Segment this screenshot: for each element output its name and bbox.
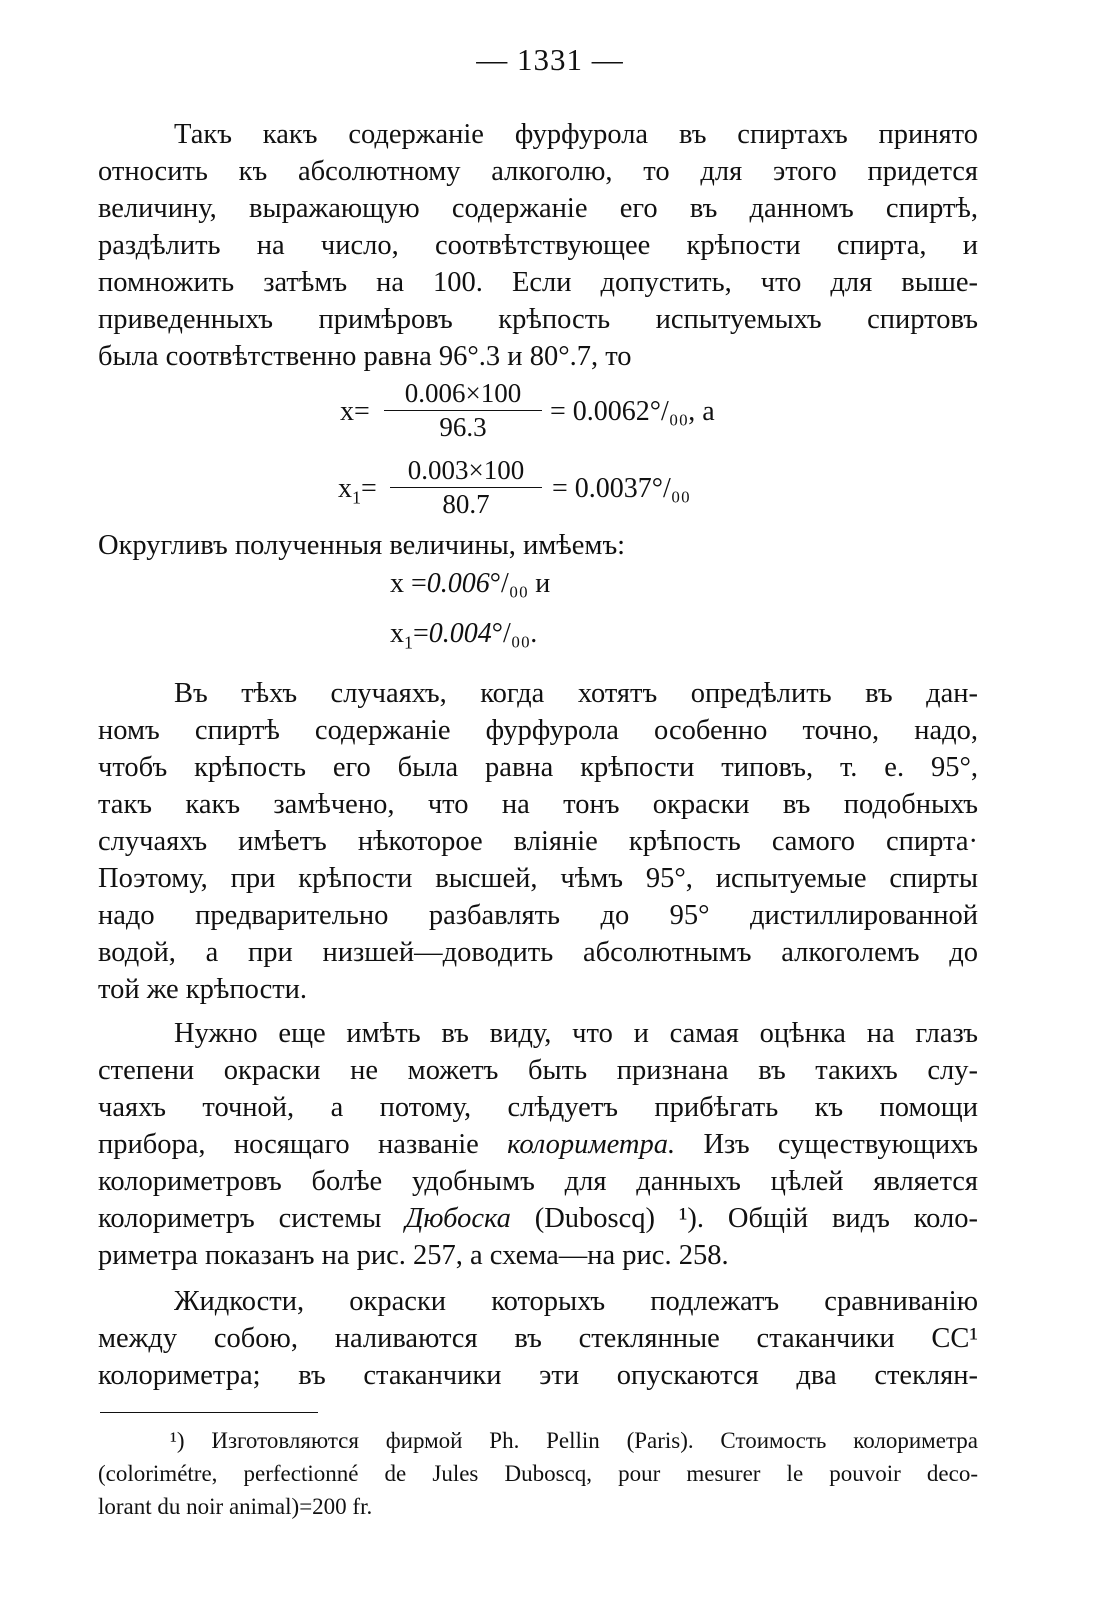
- paragraph-4: [98, 1283, 978, 1394]
- text-line: величину, выражающую содержаніе его въ данномъ спиртѣ,: [98, 193, 978, 224]
- text-line: степени окраски не можетъ быть признана въ такихъ слу-: [98, 1055, 978, 1086]
- numerator: 0.006×100: [384, 377, 542, 411]
- rounding-sentence: [98, 527, 978, 564]
- formula-result: = 0.0062°/₀₀, а: [550, 396, 715, 427]
- text-line: той же крѣпости.: [98, 974, 308, 1005]
- text-line: была соотвѣтственно равна 96°.3 и 80°.7, то: [98, 341, 632, 372]
- formula-lhs: $x_1=$: [338, 473, 377, 508]
- text-line: Округливъ полученныя величины, имѣемъ:: [98, 530, 626, 561]
- text-line: колориметръ системы Дюбоска (Duboscq) ¹). Общій видъ коло-: [98, 1203, 978, 1234]
- text-line: прибора, носящаго названіе колориметра. Изъ существующихъ: [98, 1129, 978, 1160]
- page-number: — 1331 —: [476, 42, 624, 77]
- text-line: между собою, наливаются въ стеклянные стаканчики СС¹: [98, 1323, 978, 1354]
- text-line: риметра показанъ на рис. 257, а схема—на рис. 258.: [98, 1240, 729, 1271]
- formula-lhs: x=: [340, 396, 370, 427]
- text-line: Нужно еще имѣть въ виду, что и самая оцѣнка на глазъ: [174, 1018, 978, 1049]
- footnote-line: ¹) Изготовляются фирмой Ph. Pellin (Paris). Стоимость колориметра: [170, 1428, 978, 1453]
- footnote-line: lorant du noir animal)=200 fr.: [98, 1494, 373, 1519]
- text-line: помножить затѣмъ на 100. Если допустить, что для выше-: [98, 267, 978, 298]
- rounded-x: x =0.006°/₀₀ и: [390, 568, 551, 599]
- numerator: 0.003×100: [390, 454, 542, 488]
- paragraph-1: [98, 116, 978, 375]
- rounded-x1: $x_1=0.004^\circ/_{00}$.: [390, 618, 538, 653]
- text-line: такъ какъ замѣчено, что на тонъ окраски въ подобныхъ: [98, 789, 978, 820]
- footnote: [98, 1424, 978, 1523]
- text-line: надо предварительно разбавлять до 95° дистиллированной: [98, 900, 978, 931]
- fraction: [384, 377, 542, 443]
- text-line: водой, а при низшей—доводить абсолютнымъ алкоголемъ до: [98, 937, 978, 968]
- text-line: случаяхъ имѣетъ нѣкоторое вліяніе крѣпость самого спирта·: [98, 826, 978, 857]
- footnote-divider: [100, 1412, 318, 1413]
- text-line: Такъ какъ содержаніе фурфурола въ спиртахъ принято: [174, 119, 978, 150]
- text-line: колориметровъ болѣе удобнымъ для данныхъ цѣлей является: [98, 1166, 978, 1197]
- denominator: 96.3: [439, 412, 487, 442]
- text-line: приведенныхъ примѣровъ крѣпость испытуемыхъ спиртовъ: [98, 304, 978, 335]
- text-line: колориметра; въ стаканчики эти опускаются два стеклян-: [98, 1360, 978, 1391]
- text-line: Жидкости, окраски которыхъ подлежатъ сравниванію: [174, 1286, 978, 1317]
- text-line: раздѣлить на число, соотвѣтствующее крѣпости спирта, и: [98, 230, 978, 261]
- text-line: Поэтому, при крѣпости высшей, чѣмъ 95°, испытуемые спирты: [98, 863, 978, 894]
- name-duboscq: Дюбоска: [405, 1203, 511, 1234]
- paragraph-2: [98, 675, 978, 1008]
- footnote-line: (colorimétre, perfectionné de Jules Duboscq, pour mesurer le pouvoir deco-: [98, 1461, 978, 1486]
- paragraph-3: [98, 1015, 978, 1274]
- text-line: номъ спиртѣ содержаніе фурфурола особенно точно, надо,: [98, 715, 978, 746]
- formula-result: = 0.0037°/₀₀: [552, 473, 691, 504]
- denominator: 80.7: [442, 489, 490, 519]
- fraction: [390, 454, 542, 520]
- term-colorimeter: колориметра.: [507, 1129, 676, 1160]
- text-line: чаяхъ точной, а потому, слѣдуетъ прибѣгать къ помощи: [98, 1092, 978, 1123]
- text-line: Въ тѣхъ случаяхъ, когда хотятъ опредѣлить въ дан-: [174, 678, 978, 709]
- text-line: чтобъ крѣпость его была равна крѣпости типовъ, т. е. 95°,: [98, 752, 978, 783]
- text-line: относить къ абсолютному алкоголю, то для этого придется: [98, 156, 978, 187]
